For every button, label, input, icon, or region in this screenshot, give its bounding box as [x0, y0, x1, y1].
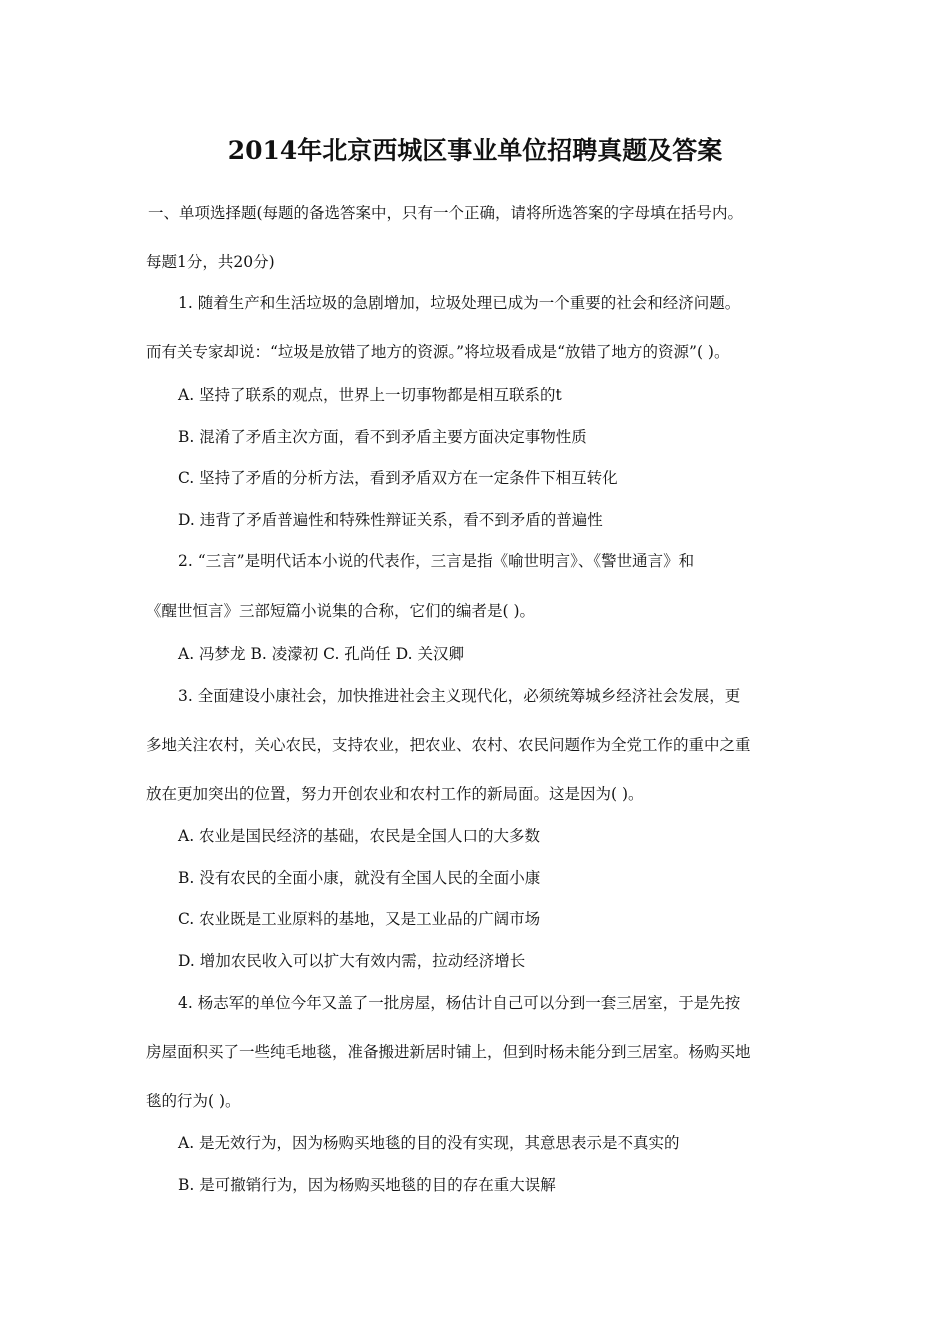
question-4-stem-continued-2: 毯的行为( )。 [146, 1092, 241, 1110]
section-heading: 一、单项选择题(每题的备选答案中，只有一个正确，请将所选答案的字母填在括号内。 [148, 204, 744, 222]
question-1-option-d: D. 违背了矛盾普遍性和特殊性辩证关系，看不到矛盾的普遍性 [178, 511, 603, 529]
question-1-stem: 1. 随着生产和生活垃圾的急剧增加，垃圾处理已成为一个重要的社会和经济问题。 [178, 294, 741, 312]
question-2-options: A. 冯梦龙 B. 凌濛初 C. 孔尚任 D. 关汉卿 [178, 645, 464, 663]
question-3-option-d: D. 增加农民收入可以扩大有效内需，拉动经济增长 [178, 952, 526, 970]
question-2-stem-continued: 《醒世恒言》三部短篇小说集的合称，它们的编者是( )。 [146, 602, 536, 620]
question-1-stem-continued: 而有关专家却说：“垃圾是放错了地方的资源。”将垃圾看成是“放错了地方的资源”( )。 [146, 343, 730, 361]
question-3-option-a: A. 农业是国民经济的基础，农民是全国人口的大多数 [178, 827, 541, 845]
question-3-option-b: B. 没有农民的全面小康，就没有全国人民的全面小康 [178, 869, 541, 887]
question-1-option-a: A. 坚持了联系的观点，世界上一切事物都是相互联系的t [178, 386, 562, 404]
document-title: 2014年北京西城区事业单位招聘真题及答案 [227, 136, 723, 165]
question-4-stem: 4. 杨志军的单位今年又盖了一批房屋，杨估计自己可以分到一套三居室，于是先按 [178, 994, 741, 1012]
question-1-option-c: C. 坚持了矛盾的分析方法，看到矛盾双方在一定条件下相互转化 [178, 469, 618, 487]
question-3-stem-continued-2: 放在更加突出的位置，努力开创农业和农村工作的新局面。这是因为( )。 [146, 785, 644, 803]
question-3-stem-continued-1: 多地关注农村，关心农民，支持农业，把农业、农村、农民问题作为全党工作的重中之重 [146, 736, 751, 754]
question-4-stem-continued-1: 房屋面积买了一些纯毛地毯，准备搬进新居时铺上，但到时杨未能分到三居室。杨购买地 [146, 1043, 751, 1061]
question-3-option-c: C. 农业既是工业原料的基地，又是工业品的广阔市场 [178, 910, 541, 928]
question-1-option-b: B. 混淆了矛盾主次方面，看不到矛盾主要方面决定事物性质 [178, 428, 587, 446]
question-3-stem: 3. 全面建设小康社会，加快推进社会主义现代化，必须统筹城乡经济社会发展，更 [178, 687, 741, 705]
question-4-option-a: A. 是无效行为，因为杨购买地毯的目的没有实现，其意思表示是不真实的 [178, 1134, 680, 1152]
question-4-option-b: B. 是可撤销行为，因为杨购买地毯的目的存在重大误解 [178, 1176, 556, 1194]
question-2-stem: 2. “三言”是明代话本小说的代表作，三言是指《喻世明言》、《警世通言》和 [178, 552, 695, 570]
section-heading-continued: 每题1分，共20分) [146, 253, 275, 271]
